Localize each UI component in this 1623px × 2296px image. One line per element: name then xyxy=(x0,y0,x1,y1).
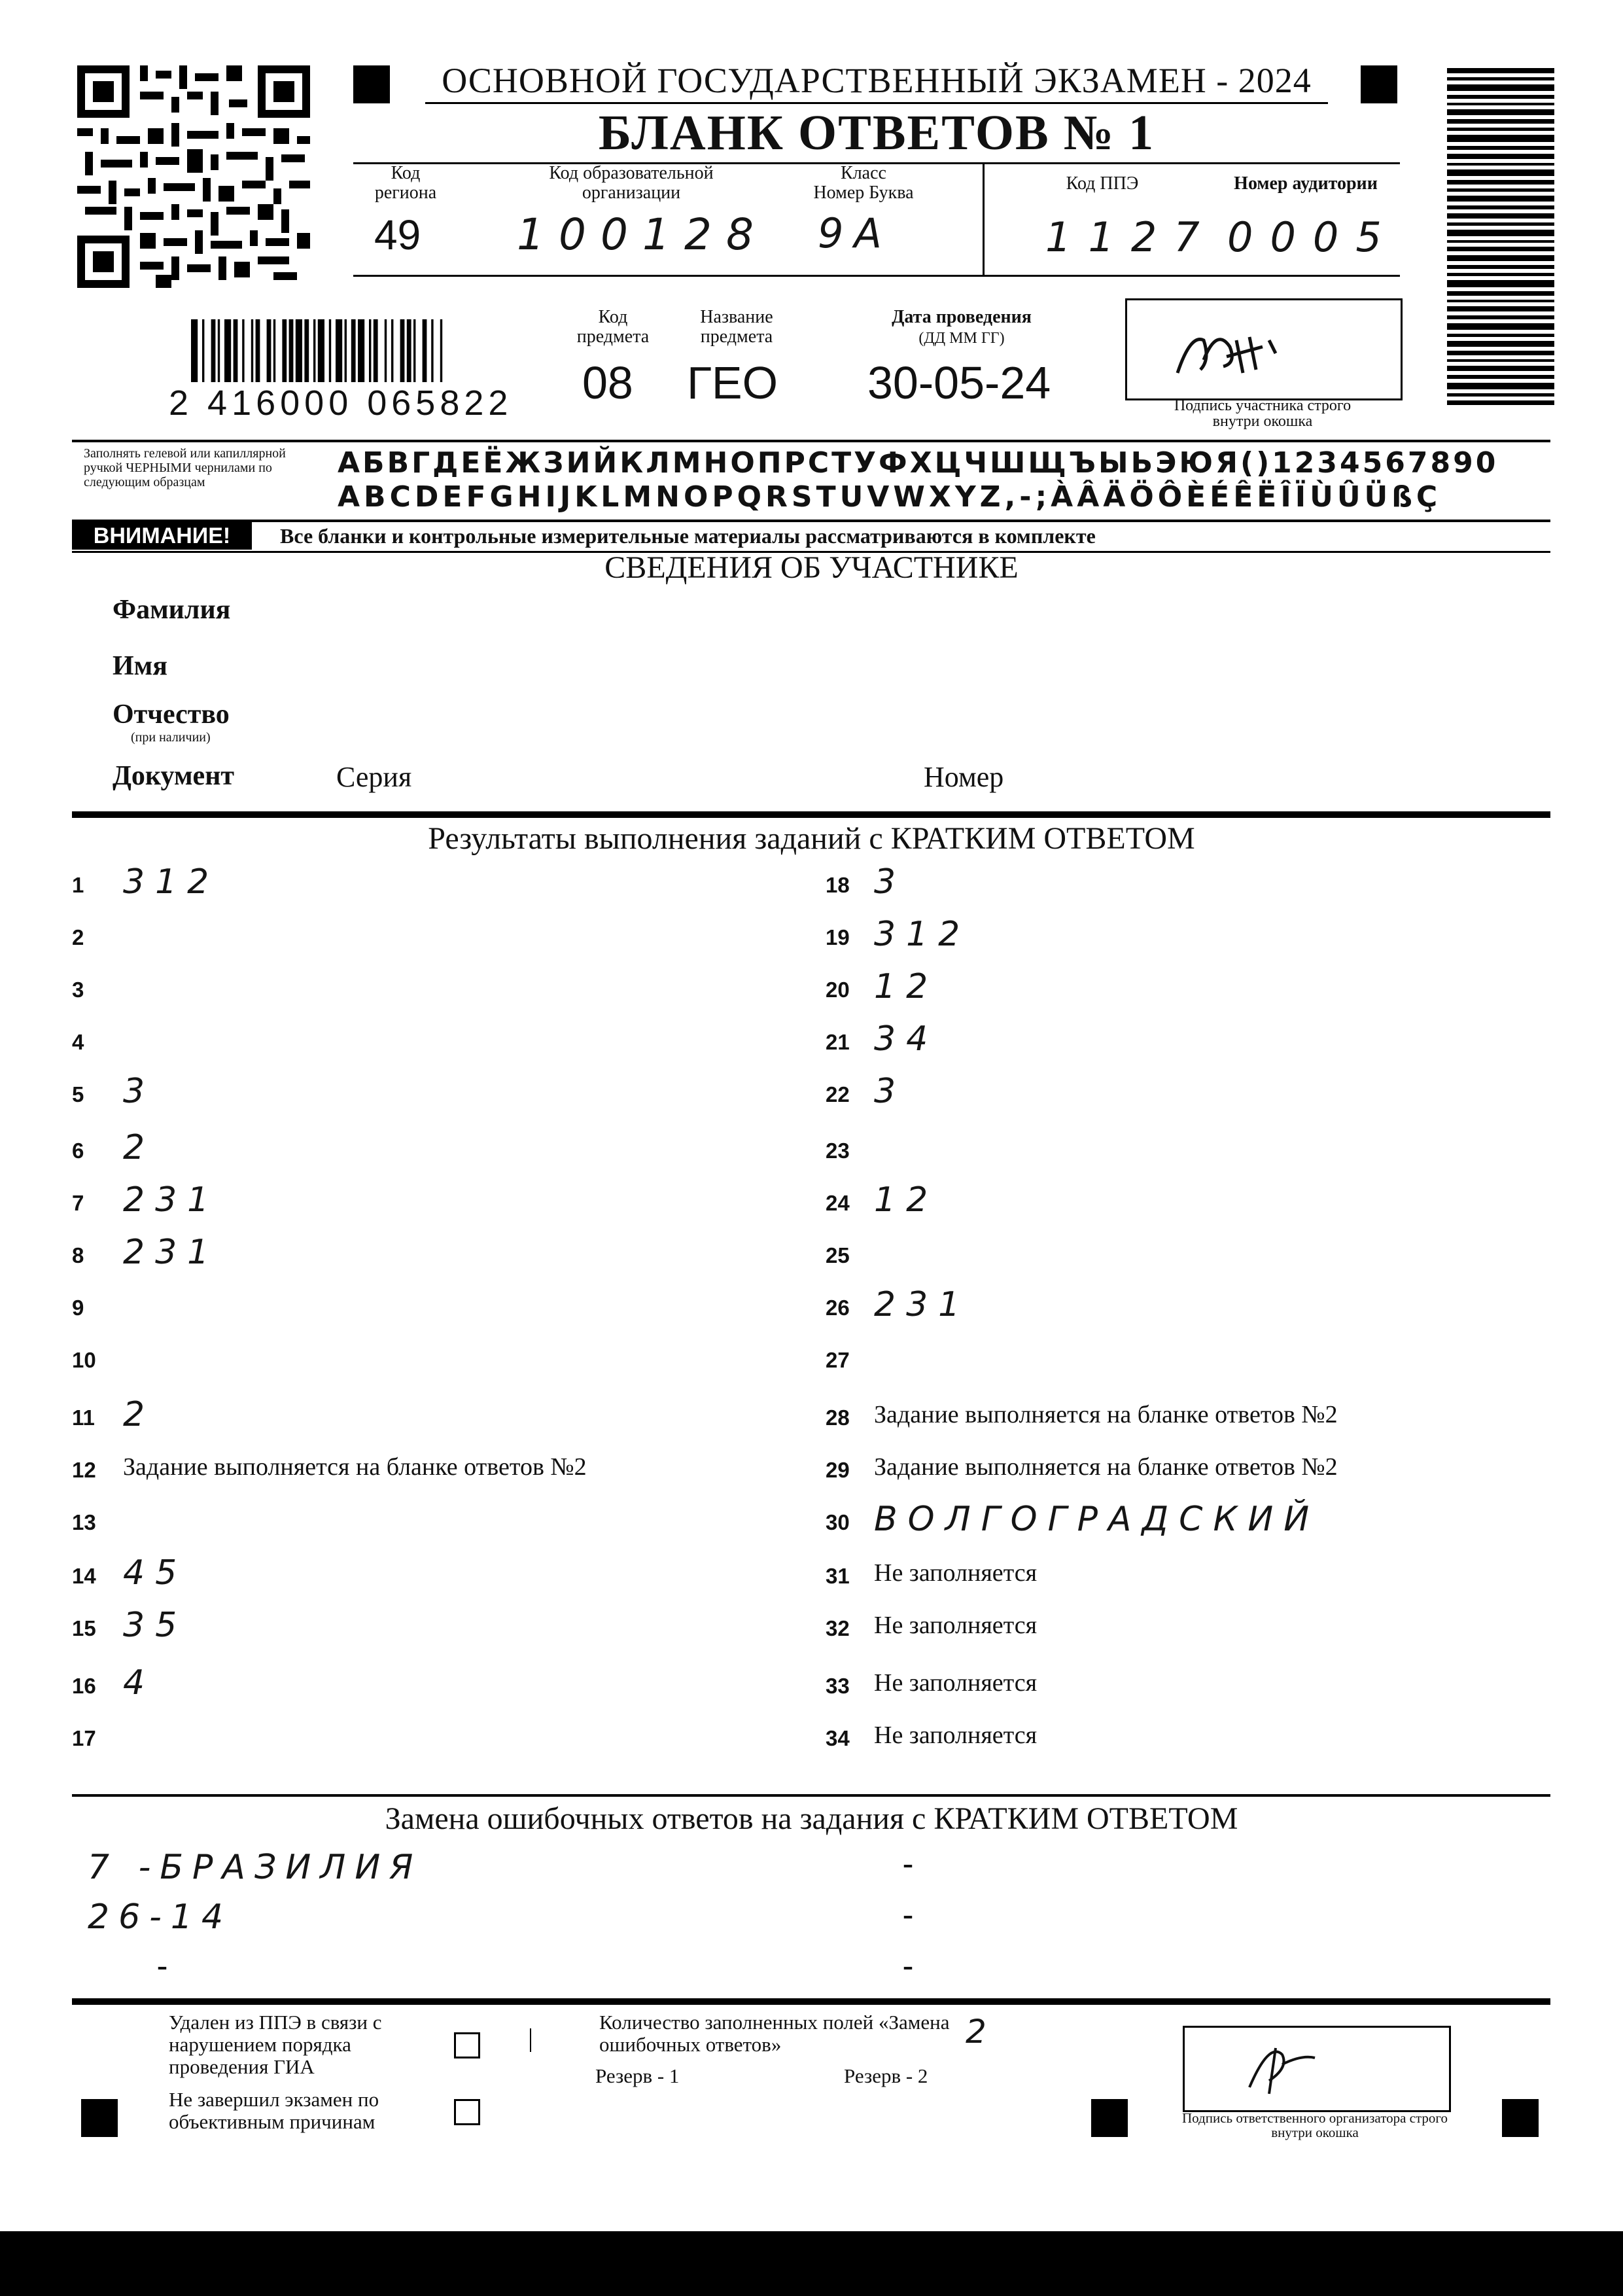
bottom-scan-band xyxy=(0,2231,1623,2296)
marker-square-bottom-mid xyxy=(1091,2099,1128,2137)
ppe-value: 1127 xyxy=(1045,213,1217,261)
answer-handwritten[interactable]: 2 xyxy=(123,1128,156,1167)
form-title: БЛАНК ОТВЕТОВ № 1 xyxy=(598,105,1155,160)
date-format: (ДД ММ ГГ) xyxy=(918,330,1005,347)
question-number: 34 xyxy=(826,1726,850,1750)
question-number: 33 xyxy=(826,1674,850,1698)
question-number: 29 xyxy=(826,1458,850,1482)
reserve-1-label: Резерв - 1 xyxy=(595,2064,680,2087)
marker-square-top-right xyxy=(1361,65,1397,103)
answer-note: Задание выполняется на бланке ответов №2 xyxy=(874,1453,1338,1481)
series-label: Серия xyxy=(336,761,412,793)
not-finished-checkbox[interactable] xyxy=(454,2099,480,2125)
question-number: 14 xyxy=(72,1564,96,1588)
question-number: 22 xyxy=(826,1082,850,1106)
ppe-label: Код ППЭ xyxy=(1066,173,1139,194)
date-value: 30-05-24 xyxy=(867,357,1051,408)
question-number: 6 xyxy=(72,1139,84,1163)
answer-note: Не заполняется xyxy=(874,1559,1038,1587)
qr-code xyxy=(77,65,310,288)
question-number: 31 xyxy=(826,1564,850,1588)
question-number: 10 xyxy=(72,1348,96,1372)
marker-square-bottom-right xyxy=(1502,2099,1539,2137)
class-sublabel: Номер Буква xyxy=(813,183,914,203)
warning-text: Все бланки и контрольные измерительные материалы рассматриваются в комплекте xyxy=(280,524,1096,548)
patronymic-note: (при наличии) xyxy=(131,730,211,745)
replacements-title: Замена ошибочных ответов на задания с КРАТКИМ ОТВЕТОМ xyxy=(385,1801,1238,1836)
answer-note: Задание выполняется на бланке ответов №2 xyxy=(874,1401,1338,1428)
answer-handwritten[interactable]: 34 xyxy=(874,1019,939,1059)
question-number: 11 xyxy=(72,1405,95,1430)
warning-badge: ВНИМАНИЕ! xyxy=(72,522,252,550)
org-value: 100128 xyxy=(517,209,768,260)
question-number: 13 xyxy=(72,1510,96,1534)
name-label: Имя xyxy=(113,651,167,681)
replacement-right-2: - xyxy=(903,1897,913,1932)
answer-handwritten[interactable]: 3 xyxy=(123,1072,156,1111)
subject-code-value: 08 xyxy=(582,357,633,408)
answer-note: Не заполняется xyxy=(874,1612,1038,1639)
barcode-number: 2 416000 065822 xyxy=(169,383,513,423)
subject-name-value: ГЕО xyxy=(687,357,778,408)
exam-title: ОСНОВНОЙ ГОСУДАРСТВЕННЫЙ ЭКЗАМЕН - 2024 xyxy=(442,61,1312,100)
date-label: Дата проведения xyxy=(892,307,1032,327)
room-value: 0005 xyxy=(1227,213,1399,261)
answer-handwritten[interactable]: 12 xyxy=(874,1180,939,1220)
sample-row-1: АБВГДЕЁЖЗИЙКЛМНОПРСТУФХЦЧШЩЪЫЬЭЮЯ()1234567890 xyxy=(338,446,1499,480)
question-number: 5 xyxy=(72,1082,84,1106)
question-number: 26 xyxy=(826,1296,850,1320)
organizer-caption: Подпись ответственного организатора строго внутри окошка xyxy=(1181,2110,1448,2140)
question-number: 7 xyxy=(72,1191,84,1215)
question-number: 21 xyxy=(826,1030,850,1054)
question-number: 23 xyxy=(826,1139,850,1163)
replacement-left-3: - xyxy=(157,1948,167,1983)
answer-handwritten[interactable]: 312 xyxy=(874,915,971,954)
marker-square-bottom-left xyxy=(81,2099,118,2137)
answer-note: Не заполняется xyxy=(874,1722,1038,1749)
replacement-left-1: 7 -БРАЗИЛИЯ xyxy=(88,1848,423,1887)
region-label: Код региона xyxy=(374,163,437,203)
question-number: 27 xyxy=(826,1348,850,1372)
answer-handwritten[interactable]: 12 xyxy=(874,967,939,1006)
replacement-right-1: - xyxy=(903,1846,913,1881)
participant-signature xyxy=(1164,321,1295,386)
removed-checkbox[interactable] xyxy=(454,2032,480,2058)
marker-square-top-left xyxy=(353,65,390,103)
question-number: 17 xyxy=(72,1726,96,1750)
question-number: 19 xyxy=(826,925,850,949)
sample-row-2: ABCDEFGHIJKLMNOPQRSTUVWXYZ,-;ÀÂÄÖÔÈÉÊËÎÏÙÛÜßÇ xyxy=(338,480,1442,514)
question-number: 9 xyxy=(72,1296,84,1320)
answer-handwritten[interactable]: ВОЛГОГРАДСКИЙ xyxy=(874,1500,1320,1539)
question-number: 20 xyxy=(826,978,850,1002)
document-label: Документ xyxy=(113,761,235,791)
answer-handwritten[interactable]: 231 xyxy=(874,1285,971,1324)
question-number: 2 xyxy=(72,925,84,949)
question-number: 18 xyxy=(826,873,850,897)
question-number: 25 xyxy=(826,1243,850,1267)
answer-handwritten[interactable]: 3 xyxy=(874,862,907,902)
replacement-left-2: 26-14 xyxy=(88,1898,233,1937)
question-number: 24 xyxy=(826,1191,850,1215)
sample-instruction: Заполнять гелевой или капиллярной ручкой ЧЕРНЫМИ чернилами по следующим образцам xyxy=(84,446,286,489)
patronymic-label: Отчество xyxy=(113,699,230,730)
answer-handwritten[interactable]: 35 xyxy=(123,1606,188,1645)
answer-note: Задание выполняется на бланке ответов №2 xyxy=(123,1453,587,1481)
not-finished-label: Не завершил экзамен по объективным причинам xyxy=(169,2088,379,2133)
answer-note: Не заполняется xyxy=(874,1669,1038,1697)
count-value: 2 xyxy=(966,2013,997,2051)
answer-handwritten[interactable]: 231 xyxy=(123,1233,220,1272)
subject-code-label: Код предмета xyxy=(576,307,650,347)
participant-section-title: СВЕДЕНИЯ ОБ УЧАСТНИКЕ xyxy=(604,550,1019,585)
signature-caption: Подпись участника строго внутри окошка xyxy=(1174,397,1352,430)
question-number: 4 xyxy=(72,1030,84,1054)
question-number: 30 xyxy=(826,1510,850,1534)
room-label: Номер аудитории xyxy=(1234,173,1378,194)
answer-handwritten[interactable]: 45 xyxy=(123,1553,188,1593)
removed-label: Удален из ППЭ в связи с нарушением порядка проведения ГИА xyxy=(169,2011,382,2078)
answers-section-title: Результаты выполнения заданий с КРАТКИМ ОТВЕТОМ xyxy=(428,821,1195,856)
side-barcode xyxy=(1447,68,1554,434)
count-label: Количество заполненных полей «Замена ошибочных ответов» xyxy=(599,2011,950,2056)
answer-handwritten[interactable]: 312 xyxy=(123,862,220,902)
question-number: 12 xyxy=(72,1458,96,1482)
number-label: Номер xyxy=(924,761,1004,793)
surname-label: Фамилия xyxy=(113,595,231,625)
answer-handwritten[interactable]: 3 xyxy=(874,1072,907,1111)
region-value: 49 xyxy=(374,211,421,258)
subject-name-label: Название предмета xyxy=(700,307,773,347)
organizer-signature xyxy=(1230,2035,1335,2100)
replacement-right-3: - xyxy=(903,1948,913,1983)
question-number: 15 xyxy=(72,1616,96,1640)
question-number: 28 xyxy=(826,1405,850,1430)
question-number: 1 xyxy=(72,873,84,897)
question-number: 32 xyxy=(826,1616,850,1640)
answer-handwritten[interactable]: 2 xyxy=(123,1395,156,1434)
question-number: 16 xyxy=(72,1674,96,1698)
answer-handwritten[interactable]: 4 xyxy=(123,1663,156,1703)
class-value: 9А xyxy=(818,209,892,257)
reserve-2-label: Резерв - 2 xyxy=(844,2064,928,2087)
answer-handwritten[interactable]: 231 xyxy=(123,1180,220,1220)
question-number: 8 xyxy=(72,1243,84,1267)
org-label: Код образовательной организации xyxy=(549,163,714,203)
class-label: Класс xyxy=(841,163,886,183)
question-number: 3 xyxy=(72,978,84,1002)
